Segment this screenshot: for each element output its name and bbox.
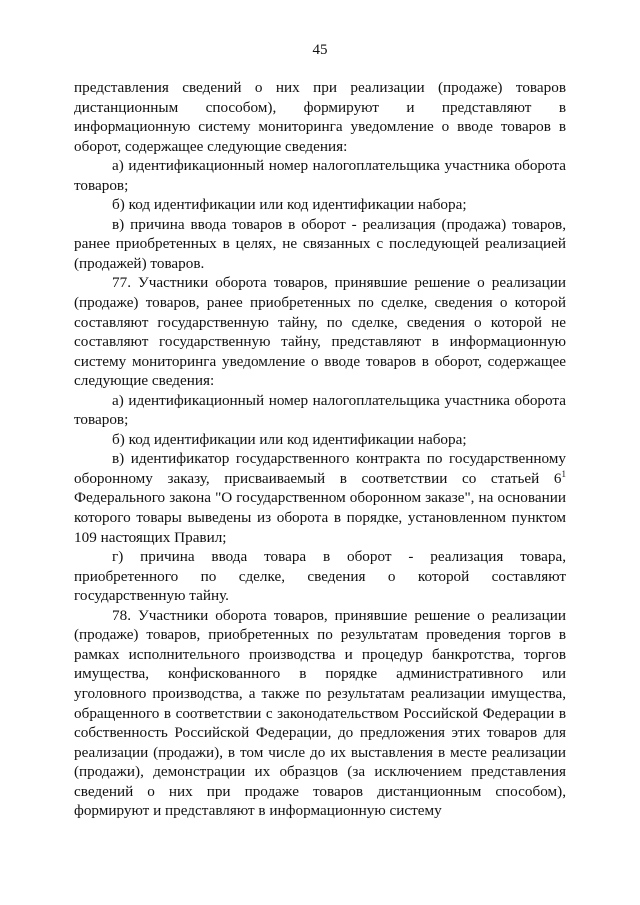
document-body [74,78,566,821]
list-item-v: в) причина ввода товаров в оборот - реализация (продажа) товаров, ранее приобретенных в целях, не связанных с последующей реализацией (продажей) товаров. [74,215,566,272]
paragraph-continuation: представления сведений о них при реализации (продаже) товаров дистанционным способом), формируют и представляют в информационную систему мониторинга уведомление о вводе товаров в оборот, содержащее следующие сведения: [74,79,566,155]
list-item-g: г) причина ввода товара в оборот - реализация товара, приобретенного по сделке, сведения о которой составляют государственную тайну. [74,548,566,605]
article-superscript: 1 [561,468,566,479]
list-item-v-text: в) идентификатор государственного контракта по государственному оборонному заказу, присваиваемый в соответствии со статьей 6 [74,450,566,487]
list-item-a: а) идентификационный номер налогоплательщика участника оборота товаров; [74,157,566,194]
clause-78: 78. Участники оборота товаров, принявшие решение о реализации (продаже) товаров, приобретенных по результатам проведения торгов в рамках исполнительного производства и процедур банкротства, торгов имущества, конфискованного в порядке административного или уголовного производства, а также по результатам реализации имущества, обращенного в соответствии с законодательством Российской Федерации в собственность Российской Федерации, до предложения этих товаров для реализации (продажи), в том числе до их выставления в месте реализации (продажи), демонстрации их образцов (за исключением представления сведений о них при продаже товаров дистанционным способом), формируют и представляют в информационную систему [74,606,566,820]
list-item-v-text-continued: Федерального закона "О государственном оборонном заказе", на основании которого товары выведены из оборота в порядке, установленном пунктом 109 настоящих Правил; [74,489,566,546]
list-item-b: б) код идентификации или код идентификации набора; [112,430,467,448]
page-number: 45 [312,42,328,58]
list-item-b: б) код идентификации или код идентификации набора; [112,196,467,214]
list-item-v [74,449,566,547]
clause-77: 77. Участники оборота товаров, принявшие решение о реализации (продаже) товаров, ранее приобретенных по сделке, сведения о которой составляют государственную тайну, по сделке, сведения о которой не составляют государственную тайну, представляют в информационную систему мониторинга уведомление о вводе товаров в оборот, содержащее следующие сведения: [74,274,566,390]
list-item-a: а) идентификационный номер налогоплательщика участника оборота товаров; [74,391,566,429]
